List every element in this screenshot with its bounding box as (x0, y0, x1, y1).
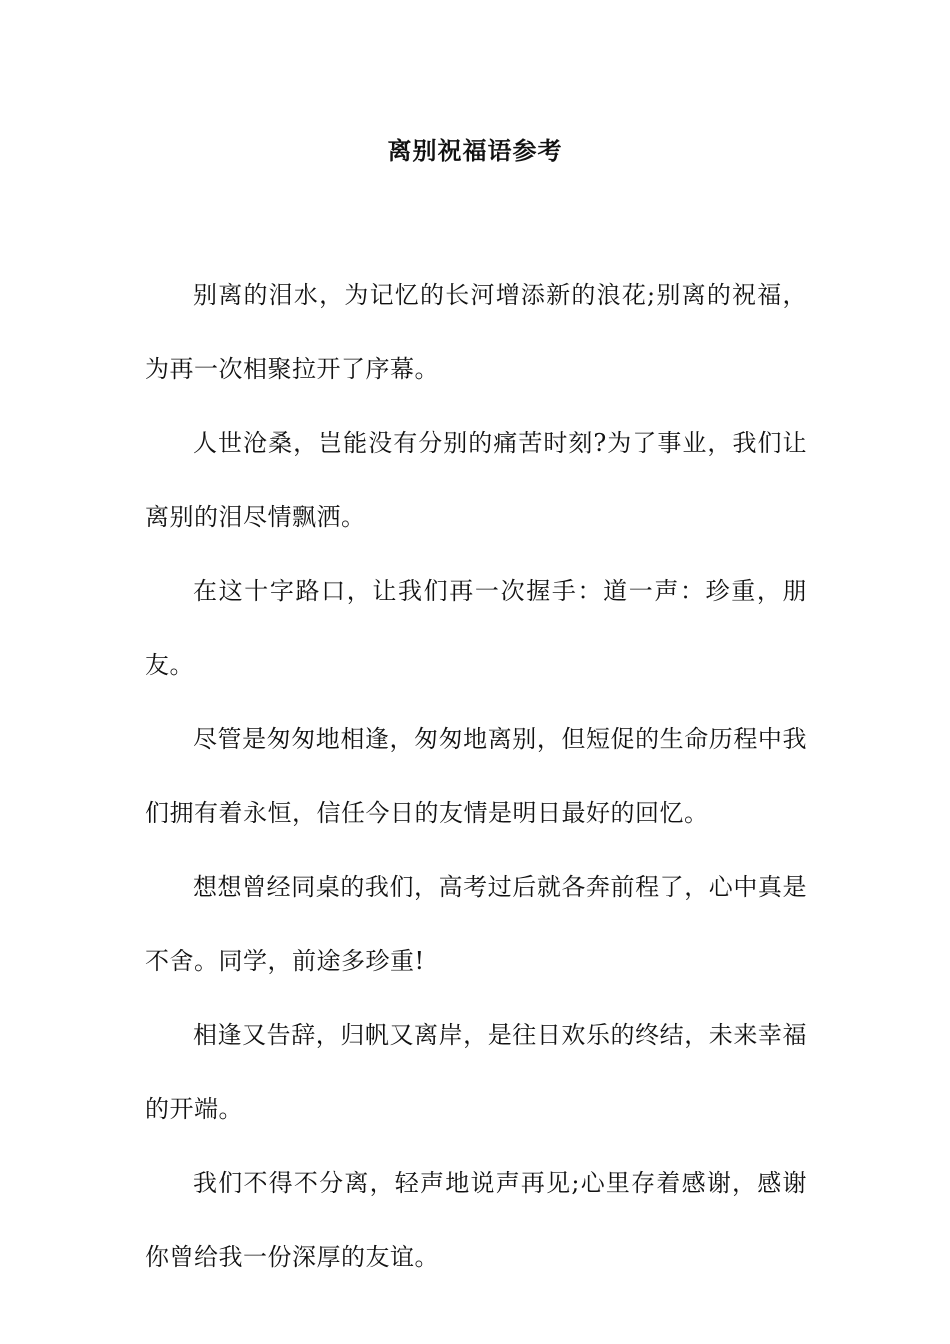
document-title: 离别祝福语参考 (387, 136, 563, 165)
paragraph-2: 人世沧桑，岂能没有分别的痛苦时刻?为了事业，我们让离别的泪尽情飘洒。 (145, 429, 807, 531)
paragraph-3: 在这十字路口，让我们再一次握手：道一声：珍重，朋友。 (145, 577, 807, 679)
paragraph-7: 我们不得不分离，轻声地说声再见;心里存着感谢，感谢你曾给我一份深厚的友谊。 (145, 1169, 807, 1271)
paragraph-5: 想想曾经同桌的我们，高考过后就各奔前程了，心中真是不舍。同学，前途多珍重! (145, 873, 807, 975)
paragraph-4: 尽管是匆匆地相逢，匆匆地离别，但短促的生命历程中我们拥有着永恒，信任今日的友情是明日最好的回忆。 (145, 725, 807, 827)
paragraph-6: 相逢又告辞，归帆又离岸，是往日欢乐的终结，未来幸福的开端。 (145, 1021, 807, 1123)
document-body (145, 258, 807, 1294)
paragraph-1: 别离的泪水，为记忆的长河增添新的浪花;别离的祝福，为再一次相聚拉开了序幕。 (145, 281, 807, 383)
